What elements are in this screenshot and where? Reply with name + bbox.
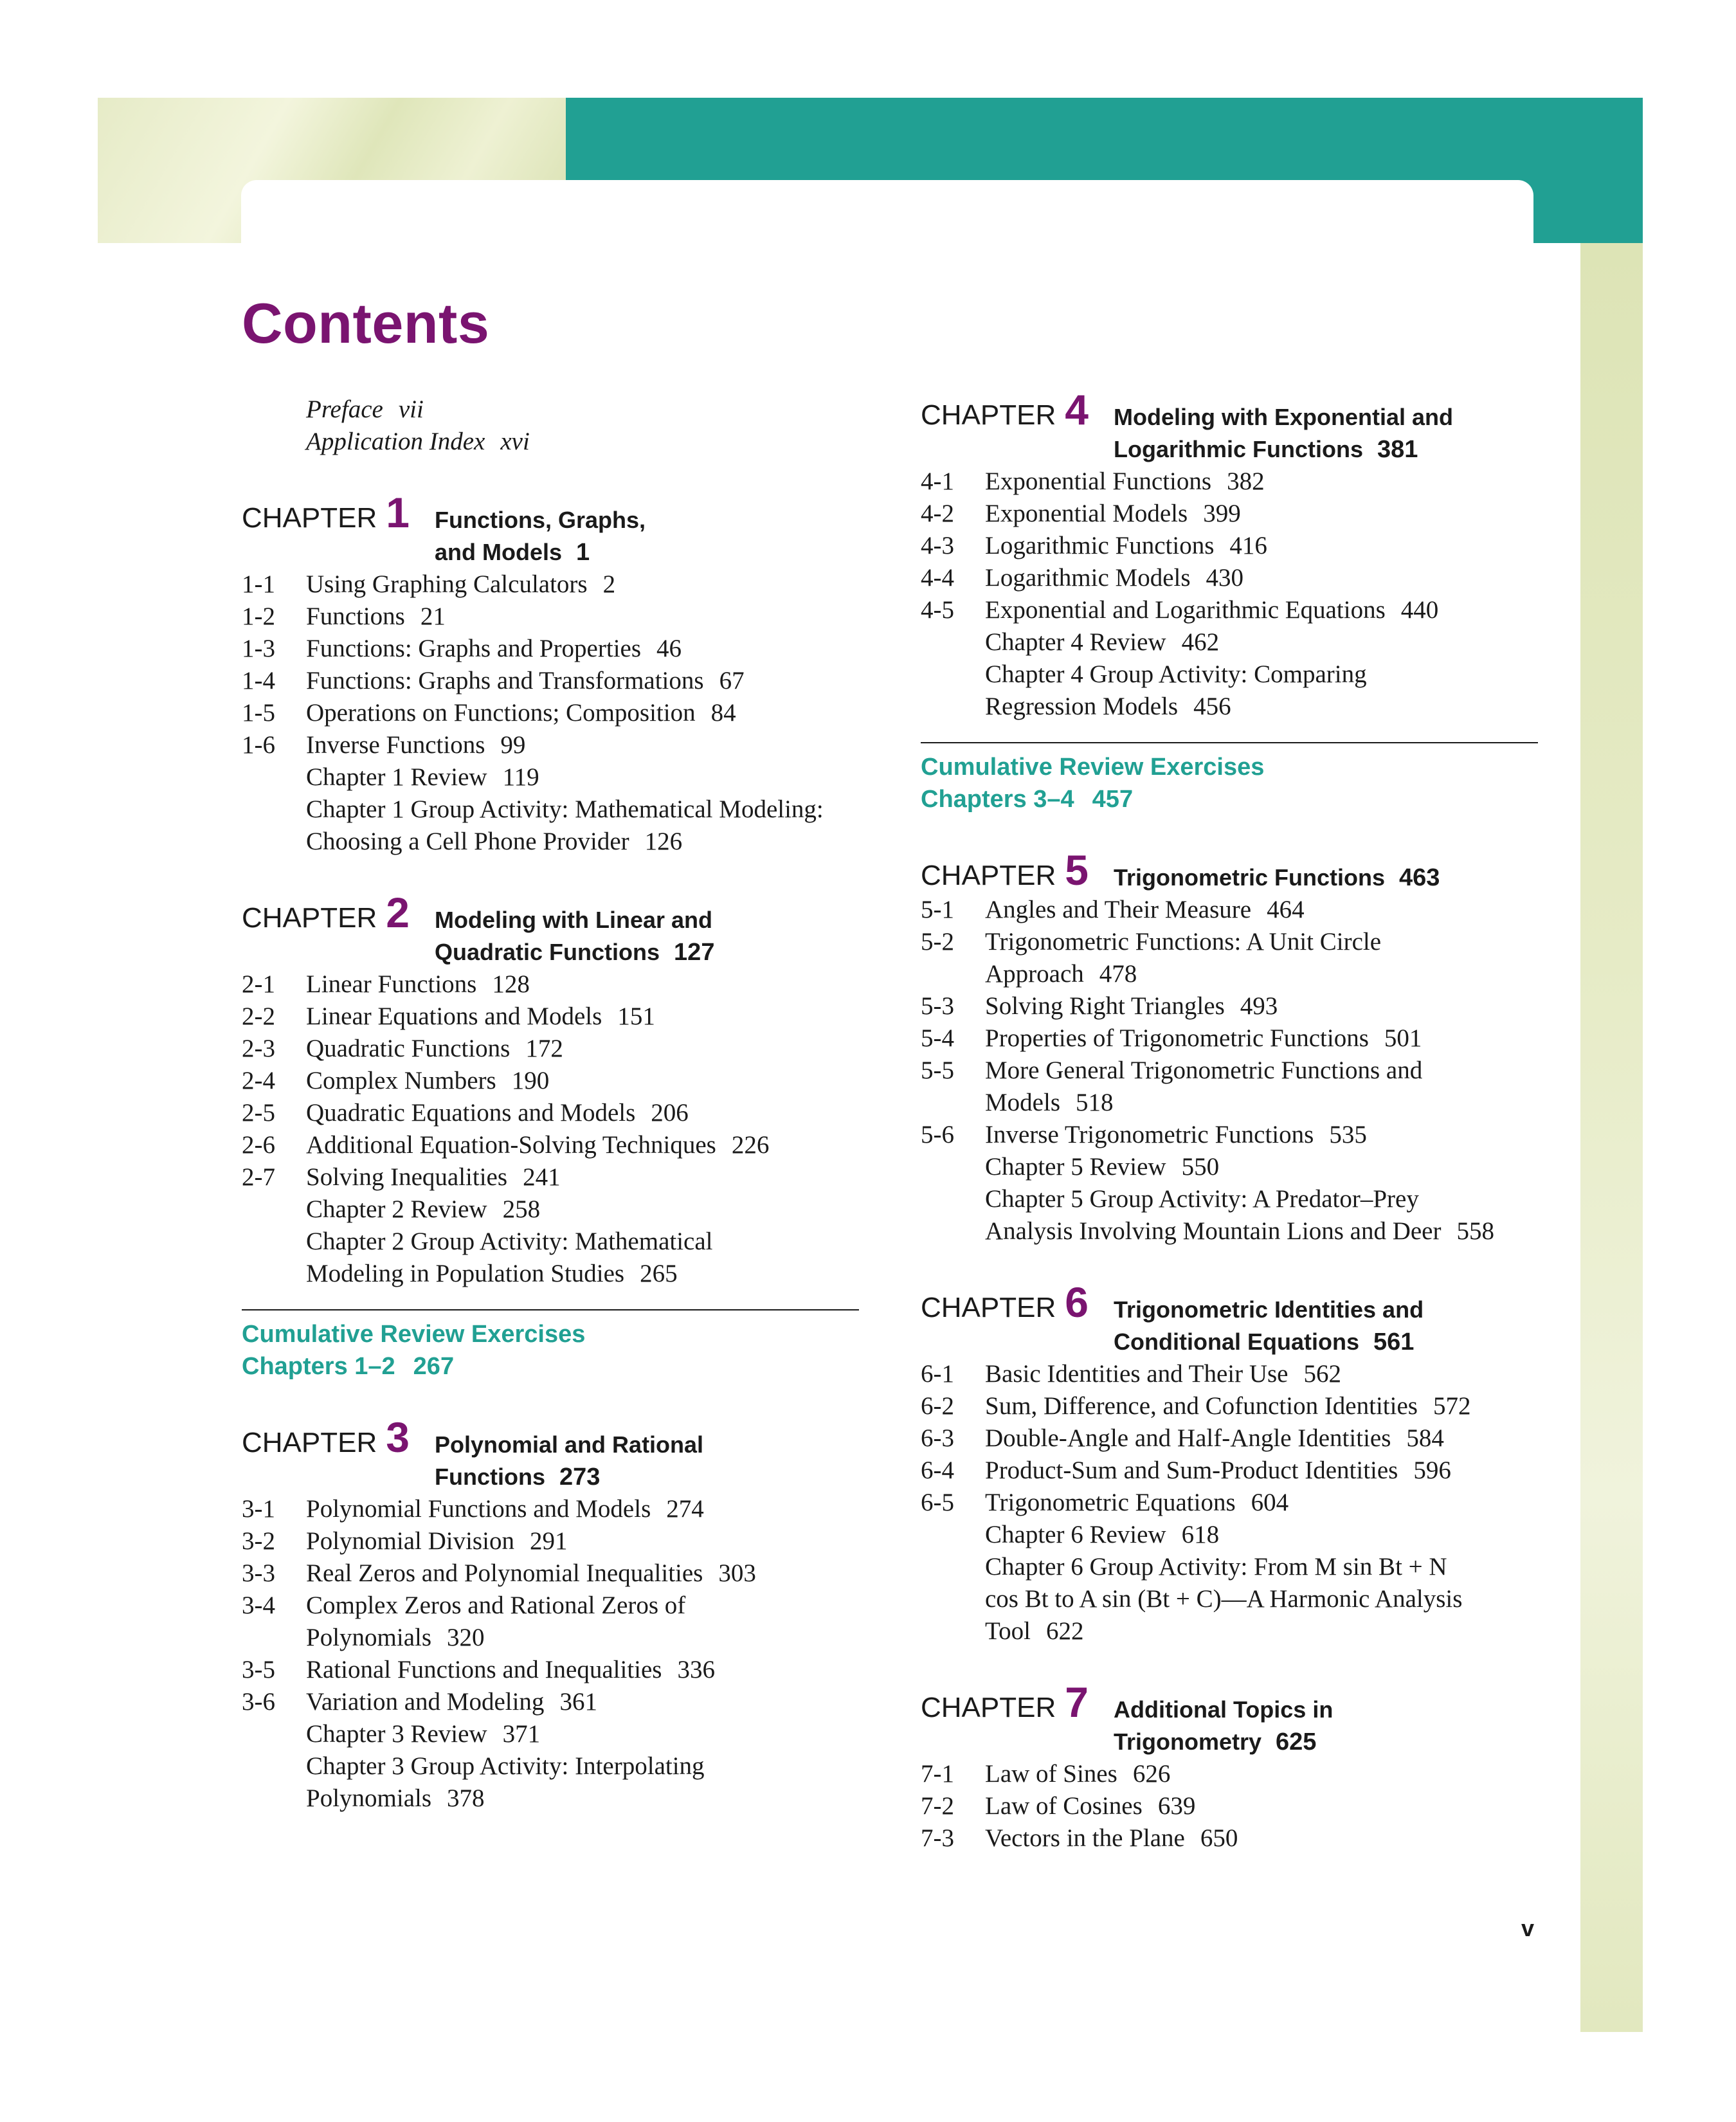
toc-entry[interactable]: 6-3 Double-Angle and Half-Angle Identities 584 [921, 1424, 1444, 1452]
toc-entry[interactable]: 5-4 Properties of Trigonometric Functions 501 [921, 1024, 1422, 1052]
toc-entry[interactable]: 4-5 Exponential and Logarithmic Equations 440 [921, 596, 1439, 624]
toc-entry[interactable]: 3-5 Rational Functions and Inequalities 336 [242, 1656, 715, 1683]
chapter-1-sections [242, 568, 859, 858]
toc-entry[interactable]: 7-3 Vectors in the Plane 650 [921, 1824, 1238, 1852]
chapter-number: 2 [386, 889, 410, 936]
toc-entry[interactable]: 1-1 Using Graphing Calculators 2 [242, 570, 616, 598]
chapter-6-sections [921, 1358, 1538, 1647]
toc-right-column [921, 386, 1538, 1854]
toc-entry[interactable]: 3-3 Real Zeros and Polynomial Inequalities 303 [242, 1559, 756, 1587]
chapter-label: CHAPTER [242, 902, 377, 934]
chapter-label: CHAPTER [242, 1427, 377, 1458]
toc-entry[interactable]: 2-2 Linear Equations and Models 151 [242, 1002, 655, 1030]
toc-entry[interactable]: 2-6 Additional Equation-Solving Techniques 226 [242, 1131, 770, 1159]
toc-entry[interactable]: 7-1 Law of Sines 626 [921, 1760, 1171, 1788]
toc-entry[interactable]: 1-3 Functions: Graphs and Properties 46 [242, 635, 682, 662]
toc-entry[interactable]: 6-2 Sum, Difference, and Cofunction Identities 572 [921, 1392, 1471, 1420]
chapter-5-sections [921, 894, 1538, 1247]
toc-entry[interactable]: 4-4 Logarithmic Models 430 [921, 564, 1244, 592]
toc-entry[interactable]: 1-5 Operations on Functions; Composition 84 [242, 699, 736, 727]
toc-entry[interactable]: 3-1 Polynomial Functions and Models 274 [242, 1495, 704, 1523]
chapter-label: CHAPTER [242, 502, 377, 534]
chapter-7-heading[interactable] [921, 1678, 1538, 1758]
chapter-label: CHAPTER [921, 860, 1056, 891]
toc-entry-review[interactable]: Chapter 4 Review 462 [985, 628, 1220, 656]
chapter-label: CHAPTER [921, 1292, 1056, 1323]
toc-entry-review[interactable]: Chapter 2 Review 258 [306, 1195, 541, 1223]
toc-entry[interactable]: 1-4 Functions: Graphs and Transformations 67 [242, 667, 745, 694]
chapter-title: Trigonometric Functions 463 [1114, 864, 1440, 891]
chapter-title: Polynomial and Rational Functions 273 [435, 1431, 704, 1491]
chapter-title: Modeling with Exponential and Logarithmic Functions 381 [1114, 404, 1453, 463]
toc-entry[interactable]: 4-2 Exponential Models 399 [921, 500, 1241, 527]
toc-entry[interactable]: 2-1 Linear Functions 128 [242, 970, 530, 998]
chapter-6-heading[interactable] [921, 1278, 1538, 1358]
chapter-2-sections [242, 968, 859, 1290]
chapter-label: CHAPTER [921, 399, 1056, 431]
chapter-3-heading[interactable] [242, 1413, 859, 1493]
toc-entry[interactable]: 6-4 Product-Sum and Sum-Product Identities 596 [921, 1456, 1451, 1484]
toc-entry-group-activity[interactable]: Chapter 4 Group Activity: Comparing Regression Models 456 [985, 660, 1367, 720]
front-item-preface[interactable]: Preface vii [306, 395, 424, 423]
divider-rule [921, 742, 1538, 743]
toc-left-column [242, 394, 859, 1815]
toc-entry[interactable]: 3-2 Polynomial Division 291 [242, 1527, 568, 1555]
divider-rule [242, 1309, 859, 1310]
toc-entry[interactable]: 5-3 Solving Right Triangles 493 [921, 992, 1278, 1020]
decor-band-right [1580, 243, 1643, 2032]
chapter-3-sections [242, 1493, 859, 1815]
toc-entry[interactable]: 4-1 Exponential Functions 382 [921, 467, 1265, 495]
chapter-4-heading[interactable] [921, 386, 1538, 466]
white-panel-top [241, 180, 1533, 270]
toc-entry-group-activity[interactable]: Chapter 3 Group Activity: Interpolating Polynomials 378 [306, 1752, 705, 1812]
chapter-label: CHAPTER [921, 1692, 1056, 1723]
chapter-title: Trigonometric Identities and Conditional Equations 561 [1114, 1296, 1424, 1356]
toc-entry-group-activity[interactable]: Chapter 1 Group Activity: Mathematical Modeling: Choosing a Cell Phone Provider 126 [306, 795, 824, 855]
chapter-title: Functions, Graphs, and Models 1 [435, 507, 646, 566]
toc-entry[interactable]: 2-3 Quadratic Functions 172 [242, 1035, 563, 1062]
toc-entry[interactable]: 6-5 Trigonometric Equations 604 [921, 1489, 1289, 1516]
chapter-number: 5 [1065, 846, 1089, 894]
chapter-title: Modeling with Linear and Quadratic Functions 127 [435, 907, 715, 966]
toc-entry[interactable]: 2-5 Quadratic Equations and Models 206 [242, 1099, 689, 1127]
toc-entry-review[interactable]: Chapter 5 Review 550 [985, 1153, 1220, 1181]
chapter-7-sections [921, 1758, 1538, 1854]
toc-entry[interactable]: 1-2 Functions 21 [242, 603, 446, 630]
toc-entry[interactable]: 5-5 More General Trigonometric Functions and Models 518 [921, 1056, 1423, 1116]
toc-entry[interactable]: 7-2 Law of Cosines 639 [921, 1792, 1196, 1820]
front-matter [306, 394, 859, 458]
chapter-number: 4 [1065, 386, 1089, 433]
toc-entry[interactable]: 5-6 Inverse Trigonometric Functions 535 [921, 1121, 1367, 1148]
page-number: v [1521, 1915, 1535, 1941]
toc-entry-review[interactable]: Chapter 3 Review 371 [306, 1720, 541, 1748]
chapter-number: 6 [1065, 1278, 1089, 1326]
toc-entry[interactable]: 1-6 Inverse Functions 99 [242, 731, 526, 759]
page-title: Contents [242, 291, 490, 355]
chapter-number: 1 [386, 489, 410, 536]
toc-entry[interactable]: 5-2 Trigonometric Functions: A Unit Circle Approach 478 [921, 928, 1382, 988]
cumulative-review-3-4[interactable]: Cumulative Review Exercises Chapters 3–4 457 [921, 754, 1265, 813]
toc-entry[interactable]: 5-1 Angles and Their Measure 464 [921, 896, 1305, 923]
toc-entry[interactable]: 3-4 Complex Zeros and Rational Zeros of Polynomials 320 [242, 1592, 686, 1651]
chapter-4-sections [921, 466, 1538, 723]
chapter-1-heading[interactable] [242, 489, 859, 568]
chapter-number: 7 [1065, 1678, 1089, 1726]
chapter-5-heading[interactable] [921, 846, 1538, 894]
front-item-application-index[interactable]: Application Index xvi [306, 428, 530, 455]
toc-entry[interactable]: 4-3 Logarithmic Functions 416 [921, 532, 1267, 559]
toc-entry[interactable]: 2-4 Complex Numbers 190 [242, 1067, 550, 1094]
cumulative-review-1-2[interactable]: Cumulative Review Exercises Chapters 1–2 267 [242, 1321, 586, 1380]
chapter-2-heading[interactable] [242, 889, 859, 968]
toc-entry-group-activity[interactable]: Chapter 2 Group Activity: Mathematical Modeling in Population Studies 265 [306, 1228, 713, 1287]
chapter-number: 3 [386, 1413, 410, 1461]
toc-entry-group-activity[interactable]: Chapter 6 Group Activity: From M sin Bt + N cos Bt to A sin (Bt + C)—A Harmonic Analysis Tool 622 [985, 1553, 1463, 1645]
toc-entry[interactable]: 6-1 Basic Identities and Their Use 562 [921, 1360, 1341, 1388]
chapter-title: Additional Topics in Trigonometry 625 [1114, 1696, 1334, 1755]
toc-entry-review[interactable]: Chapter 6 Review 618 [985, 1521, 1220, 1548]
toc-entry[interactable]: 2-7 Solving Inequalities 241 [242, 1163, 561, 1191]
toc-entry-group-activity[interactable]: Chapter 5 Group Activity: A Predator–Prey Analysis Involving Mountain Lions and Deer 558 [985, 1185, 1494, 1245]
toc-entry[interactable]: 3-6 Variation and Modeling 361 [242, 1688, 597, 1716]
toc-entry-review[interactable]: Chapter 1 Review 119 [306, 763, 539, 791]
